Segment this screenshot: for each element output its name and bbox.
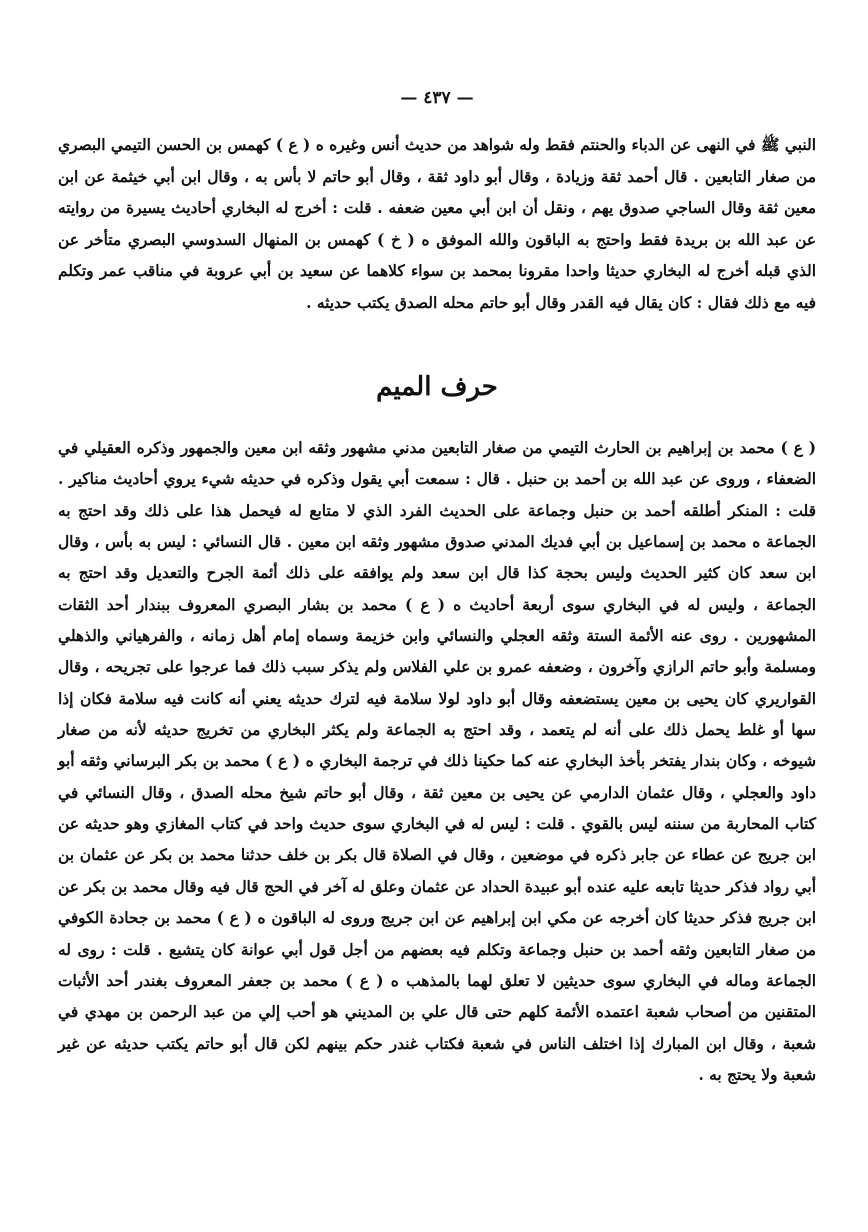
top-paragraph <box>58 130 816 319</box>
section-heading: حرف الميم <box>376 372 498 402</box>
main-paragraph <box>58 433 816 1091</box>
main-paragraph-text: ( ع ) محمد بن إبراهيم بن الحارث التيمي من صغار التابعين مدني مشهور وثقه ابن معين والجمهور وذكره العقيلي في الضعفاء ، وروى عن عبد الله بن أحمد بن حنبل . قال : سمعت أبي يقول وذكره في حديثه شيء يروي أحاديث مناكير . قلت : المنكر أطلقه أحمد بن حنبل وجماعة على الحديث الفرد الذي لا متابع له فيحمل هذا على ذلك وقد احتج به الجماعة ه محمد بن إسماعيل بن أبي فديك المدني صدوق مشهور وثقه ابن معين . قال النسائي : ليس به بأس ، وقال ابن سعد كان كثير الحديث وليس بحجة كذا قال ابن سعد ولم يوافقه على ذلك أئمة الجرح والتعديل وقد احتج به الجماعة ، وليس له في البخاري سوى أربعة أحاديث ه ( ع ) محمد بن بشار البصري المعروف ببندار أحد الثقات المشهورين . روى عنه الأئمة الستة وثقه العجلي والنسائي وابن خزيمة وسماه إمام أهل زمانه ، والفرهياني والذهلي ومسلمة وأبو حاتم الرازي وآخرون ، وضعفه عمرو بن علي الفلاس ولم يذكر سبب ذلك فما عرجوا على تجريحه ، وقال القواريري كان يحيى بن معين يستضعفه وقال أبو داود لولا سلامة فيه لترك حديثه يعني أنه كانت فيه سلامة فكان إذا سها أو غلط يحمل ذلك على أنه لم يتعمد ، وقد احتج به الجماعة ولم يكثر البخاري من تخريج حديثه لأنه من صغار شيوخه ، وكان بندار يفتخر بأخذ البخاري عنه كما حكينا ذلك في ترجمة البخاري ه ( ع ) محمد بن بكر البرساني وثقه أبو داود والعجلي ، وقال عثمان الدارمي عن يحيى بن معين ثقة ، وقال أبو حاتم شيخ محله الصدق ، وقال النسائي في كتاب المحاربة من سننه ليس بالقوي . قلت : ليس له في البخاري سوى حديث واحد في كتاب المغازي وهو حديثه عن ابن جريج عن عطاء عن جابر ذكره في موضعين ، وقال في الصلاة قال بكر بن خلف حدثنا محمد بن بكر عن عثمان بن أبي رواد فذكر حديثا تابعه عليه عنده أبو عبيدة الحداد عن عثمان وعلق له آخر في الحج قال فيه وقال محمد بن بكر عن ابن جريج فذكر حديثا كان أخرجه عن مكي ابن إبراهيم عن ابن جريج وروى له الباقون ه ( ع ) محمد بن جحادة الكوفي من صغار التابعين وثقه أحمد بن حنبل وجماعة وتكلم فيه بعضهم من أجل قول أبي عوانة كان يتشيع . قلت : روى له الجماعة وماله في البخاري سوى حديثين لا تعلق لهما بالمذهب ه ( ع ) محمد بن جعفر المعروف بغندر أحد الأثبات المتقنين من أصحاب شعبة اعتمده الأئمة كلهم حتى قال علي بن المديني هو أحب إلي من عبد الرحمن بن مهدي في شعبة ، وقال ابن المبارك إذا اختلف الناس في شعبة فكتاب غندر حكم بينهم لكن قال أبو حاتم يكتب حديثه عن غير شعبة ولا يحتج به . <box>58 439 816 1084</box>
page-number: — ٤٣٧ — <box>400 88 474 108</box>
book-page <box>58 88 816 1091</box>
top-paragraph-text: النبي ﷺ في النهى عن الدباء والحنتم فقط وله شواهد من حديث أنس وغيره ه ( ع ) كهمس بن الحسن التيمي البصري من صغار التابعين . قال أحمد ثقة وزيادة ، وقال أبو داود ثقة ، وقال أبو حاتم لا بأس به ، وقال ابن أبي خيثمة عن ابن معين ثقة وقال الساجي صدوق يهم ، ونقل أن ابن أبي معين ضعفه . قلت : أخرج له البخاري أحاديث يسيرة من روايته عن عبد الله بن بريدة فقط واحتج به الباقون والله الموفق ه ( خ ) كهمس بن المنهال السدوسي البصري متأخر عن الذي قبله أخرج له البخاري حديثا واحدا مقرونا بمحمد بن سواء كلاهما عن سعيد بن أبي عروبة في مناقب عمر وتكلم فيه مع ذلك فقال : كان يقال فيه القدر وقال أبو حاتم محله الصدق يكتب حديثه . <box>58 136 817 312</box>
